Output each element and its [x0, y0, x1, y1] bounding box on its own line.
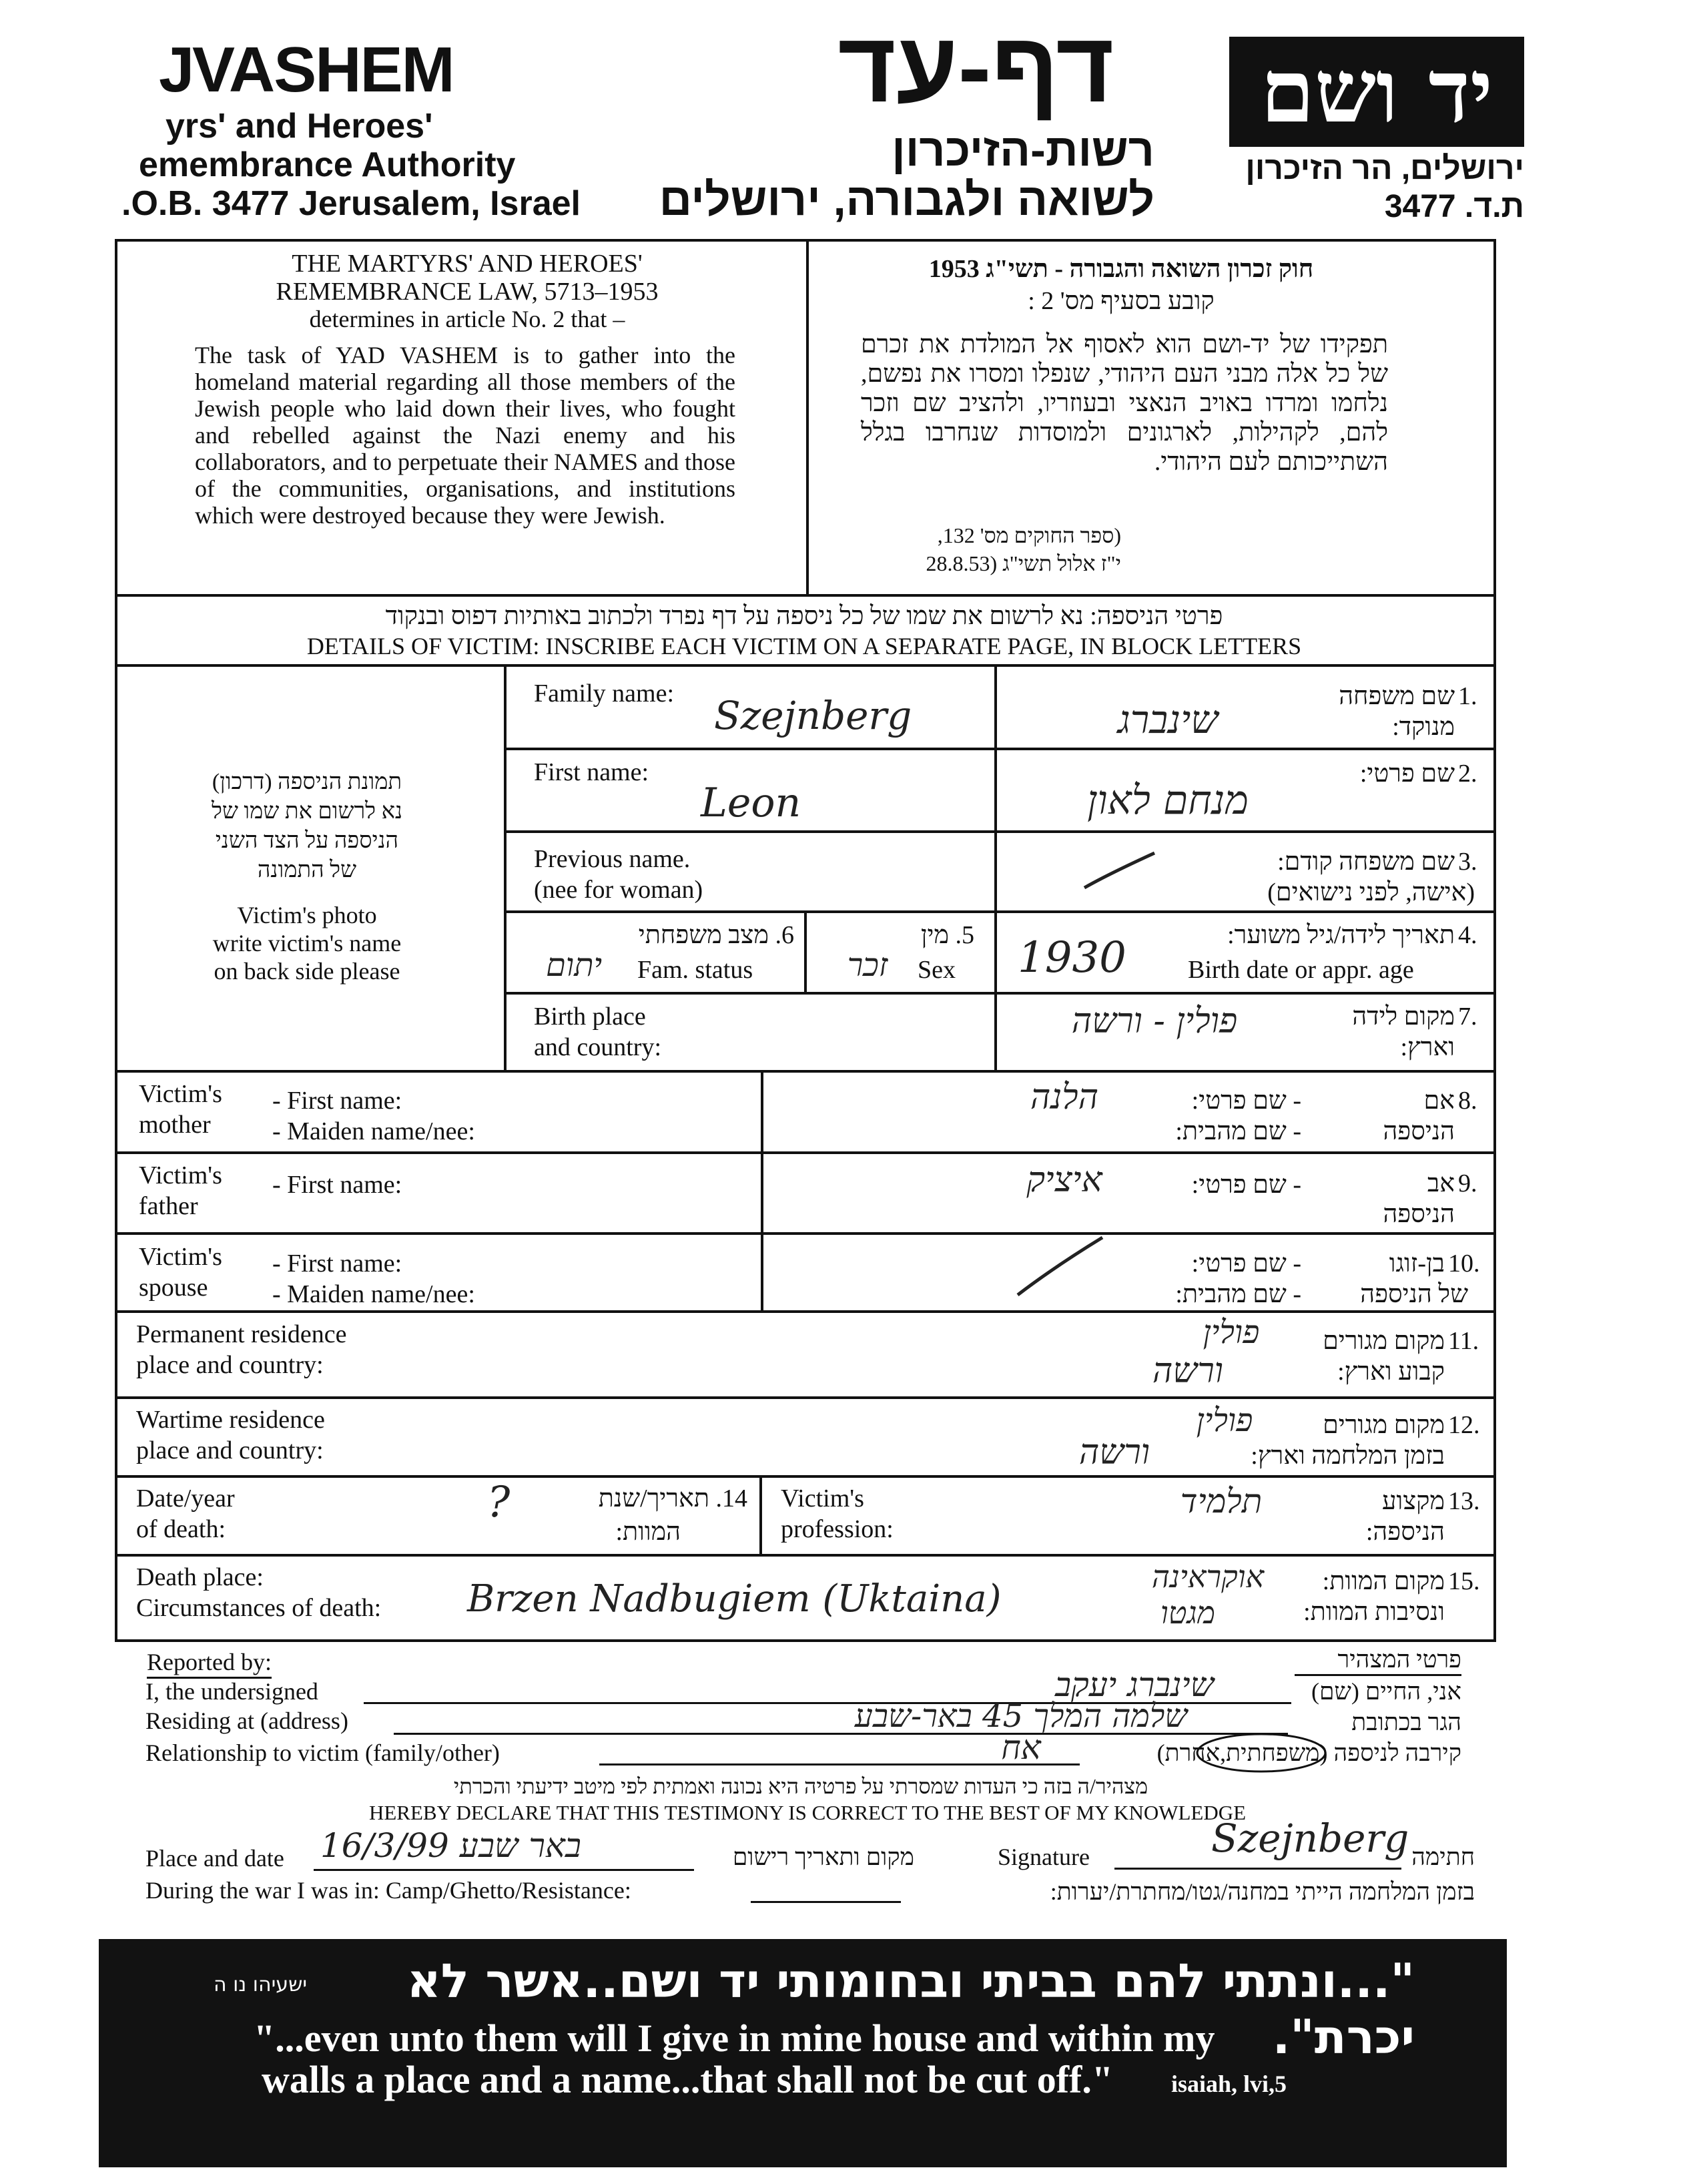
birth-place-value[interactable]: פולין - ורשה	[1071, 1001, 1238, 1041]
perm-he-num: 11.	[1448, 1327, 1479, 1355]
details-en: DETAILS OF VICTIM: INSCRIBE EACH VICTIM ON A SEPARATE PAGE, IN BLOCK LETTERS	[306, 633, 1302, 659]
first-he-label: שם פרטי:	[1359, 760, 1455, 788]
family-name-value-en[interactable]: Szejnberg	[714, 693, 912, 738]
row-line-2	[504, 830, 1496, 833]
father-he-sub-1: - שם פרטי:	[1191, 1171, 1301, 1199]
declare-en: HEREBY DECLARE THAT THIS TESTIMONY IS CORRECT TO THE BEST OF MY KNOWLEDGE	[368, 1801, 1247, 1824]
row-line-11	[115, 1554, 1496, 1557]
signature-he: חתימה	[1411, 1844, 1475, 1870]
war-camp-label: During the war I was in: Camp/Ghetto/Resistance:	[145, 1877, 631, 1904]
perm-he-label-1: מקום מגורים	[1323, 1327, 1445, 1355]
birth-he-num: 4.	[1458, 921, 1477, 949]
place-date-label: Place and date	[145, 1845, 284, 1872]
law-he-body: תפקידו של יד-ושם הוא לאסוף אל המולדת את זכרם של כל אלה מבני העם היהודי, שנפלו ומסרו את נפשם, נלחמו ומרדו באויב הנאצי ובעוזריו, ולהציב שם וזכר להם, לקהילות, לארגונים ולמוסדות שנחרבו בגלל השתייכותם לעם היהודי.	[861, 330, 1388, 476]
fam-status-label: Fam. status	[637, 956, 753, 984]
row-line-7	[115, 1232, 1496, 1235]
mother-value[interactable]: הלנה	[1030, 1077, 1099, 1117]
family-he-num: 1.	[1458, 682, 1477, 710]
death-place-he-label-2: ונסיבות המוות:	[1303, 1598, 1445, 1626]
reporter-name-he: אני, החיים (שם)	[1311, 1678, 1461, 1705]
photo-en-3: on back side please	[214, 958, 400, 985]
perm-residence-value-1[interactable]: פולין	[1203, 1314, 1260, 1351]
place-date-line	[314, 1869, 694, 1871]
mother-he-sub-1: - שם פרטי:	[1191, 1087, 1301, 1115]
fam-sex-divider	[804, 910, 807, 992]
war-he-label-1: מקום מגורים	[1323, 1411, 1445, 1439]
fam-status-value[interactable]: יתום	[545, 946, 603, 984]
parents-divider	[761, 1070, 763, 1310]
photo-divider	[504, 664, 507, 1070]
row-line-4	[504, 992, 1496, 995]
death-prof-divider	[759, 1475, 762, 1554]
logo-en-title: VASHEM	[192, 34, 454, 105]
family-name-label: Family name:	[534, 679, 675, 708]
declare-he: מצהיר/ה בזה כי העדות שמסרתי על פרטיה היא נכונה ואמתית לפי מיטב ידיעתי והכרתי	[453, 1774, 1148, 1798]
photo-he-2: נא לרשום את שמו של	[211, 799, 403, 824]
row-line-10	[115, 1475, 1496, 1478]
signature-line	[1114, 1868, 1401, 1870]
footer-he-ref: ישעיהו נו ה	[213, 1973, 308, 1996]
spouse-label-1: Victim's	[139, 1243, 222, 1271]
profession-he-label-2: הניספה:	[1365, 1518, 1445, 1546]
death-date-he-1: 14. תאריך/שנת	[598, 1484, 747, 1513]
org-address: .O.B. 3477 Jerusalem, Israel	[121, 184, 581, 223]
family-name-value-he[interactable]: שינברג	[1117, 697, 1219, 742]
reporter-title-en: Reported by:	[147, 1647, 272, 1679]
spouse-he-num: 10.	[1448, 1250, 1480, 1278]
death-place-he-num: 15.	[1448, 1567, 1480, 1595]
spouse-he-label-2: של הניספה	[1360, 1280, 1468, 1308]
father-he-label-1: אב	[1427, 1169, 1455, 1197]
family-he-label-1: שם משפחה	[1339, 682, 1455, 710]
death-date-he-2: המוות:	[615, 1518, 681, 1546]
logo-en-partial: J	[159, 34, 195, 105]
reporter-name-label: I, the undersigned	[145, 1678, 318, 1705]
profession-he-label-1: מקצוע	[1382, 1487, 1445, 1515]
mother-label-2: mother	[139, 1111, 211, 1139]
mother-he-sub-2: - שם מהבית:	[1175, 1117, 1301, 1145]
place-date-value[interactable]: 16/3/99 באר שבע	[320, 1826, 582, 1865]
reporter-relation-value[interactable]: אח	[1001, 1728, 1041, 1767]
mother-label-1: Victim's	[139, 1080, 222, 1108]
photo-he-1: תמונת הניספה (דרכון)	[212, 770, 402, 794]
perm-he-label-2: קבוע וארץ:	[1337, 1358, 1445, 1386]
death-date-label-2: of death:	[136, 1515, 226, 1543]
birth-he-label: תאריך לידה/גיל משוער:	[1227, 921, 1455, 949]
form-title: דף-עד	[837, 11, 1114, 123]
death-date-label-1: Date/year	[136, 1484, 235, 1513]
reporter-title-he: פרטי המצהיר	[1295, 1645, 1461, 1676]
perm-residence-label-1: Permanent residence	[136, 1320, 347, 1348]
perm-residence-value-2[interactable]: ורשה	[1152, 1351, 1224, 1391]
previous-he-label-2: (אישה, לפני נישואים)	[1267, 878, 1475, 906]
photo-en-2: write victim's name	[212, 930, 402, 957]
authority-he-1: רשות-הזיכרון	[892, 125, 1154, 176]
first-he-num: 2.	[1458, 760, 1477, 788]
photo-he-4: של התמונה	[257, 858, 357, 882]
previous-name-label-1: Previous name.	[534, 845, 691, 873]
signature-label: Signature	[998, 1844, 1090, 1870]
war-he-num: 12.	[1448, 1411, 1480, 1439]
fields-center-divider	[994, 664, 997, 1070]
address-he-2: ת.ד. 3477	[1384, 189, 1524, 224]
details-he: פרטי הניספה: נא לרשום את שמו של כל ניספה על דף נפרד ולכתוב באותיות דפוס ובנקוד	[385, 602, 1223, 630]
footer-en-line-1: "...even unto them will I give in mine house and within my	[254, 2016, 1215, 2060]
father-label-2: father	[139, 1192, 198, 1220]
father-he-num: 9.	[1458, 1169, 1477, 1197]
war-residence-value-1[interactable]: פולין	[1196, 1402, 1253, 1439]
birth-place-label-2: and country:	[534, 1033, 662, 1061]
sex-value[interactable]: זכר	[847, 946, 888, 984]
fam-status-he: 6. מצב משפחתי	[638, 921, 794, 949]
org-line-1: yrs' and Heroes'	[165, 107, 433, 146]
death-place-he-label-1: מקום המוות:	[1322, 1567, 1445, 1595]
law-en-title-2: REMEMBRANCE LAW, 5713–1953	[276, 278, 659, 306]
father-label-1: Victim's	[139, 1161, 222, 1189]
death-place-value-en[interactable]: Brzen Nadbugiem (Uktaina)	[467, 1577, 1002, 1621]
address-he-1: ירושלים, הר הזיכרון	[1245, 151, 1524, 186]
signature-value[interactable]: Szejnberg	[1211, 1816, 1409, 1861]
sex-he: 5. מין	[920, 921, 974, 949]
footer-en-line-2: walls a place and a name...that shall not be cut off."	[262, 2058, 1114, 2101]
mother-he-num: 8.	[1458, 1087, 1477, 1115]
law-he-title-2: קובע בסעיף מס' 2 :	[1028, 287, 1215, 315]
reporter-address-value[interactable]: שלמה המלך 45 באר-שבע	[854, 1697, 1188, 1735]
family-he-label-2: מנוקד:	[1392, 713, 1455, 741]
place-date-he: מקום ותאריך רישום	[732, 1844, 914, 1870]
birth-place-he-num: 7.	[1458, 1003, 1477, 1031]
previous-name-dash	[1081, 848, 1161, 894]
spouse-he-sub-1: - שם פרטי:	[1191, 1250, 1301, 1278]
profession-he-num: 13.	[1448, 1487, 1480, 1515]
first-name-value-he[interactable]: מנחם לאון	[1087, 777, 1249, 824]
authority-he-2: לשואה ולגבורה, ירושלים	[659, 174, 1154, 225]
law-he-ref-2: י"ז אלול תשי"ג (28.8.53	[926, 551, 1121, 575]
row-line-9	[115, 1396, 1496, 1399]
details-bottom-line	[115, 664, 1496, 667]
spouse-dash	[1014, 1234, 1108, 1300]
profession-value[interactable]: תלמיד	[1180, 1482, 1263, 1521]
spouse-sub-2: - Maiden name/nee:	[272, 1280, 475, 1308]
law-en-title-1: THE MARTYRS' AND HEROES'	[292, 250, 643, 278]
mother-he-label-2: הניספה	[1383, 1117, 1455, 1145]
footer-en-ref: isaiah, lvi,5	[1171, 2071, 1287, 2097]
war-residence-label-1: Wartime residence	[136, 1406, 325, 1434]
war-residence-value-2[interactable]: ורשה	[1078, 1432, 1150, 1472]
spouse-he-label-1: בן-זוגו	[1389, 1250, 1445, 1278]
profession-label-2: profession:	[781, 1515, 894, 1543]
death-place-label-2: Circumstances of death:	[136, 1594, 382, 1622]
sex-label: Sex	[918, 956, 956, 984]
law-en-body: The task of YAD VASHEM is to gather into the homeland material regarding all those members of the Jewish people who laid down their lives, who fought and rebelled against the Nazi enemy and his collaborators, and to perpetuate their NAMES and those of the communities, organisations, and institutions which were destroyed because they were Jewish.	[195, 342, 735, 529]
birth-date-label: Birth date or appr. age	[1188, 956, 1414, 984]
row-line-1	[504, 748, 1496, 750]
law-he-title-1: חוק זכרון השואה והגבורה - תשי"ג 1953	[928, 255, 1314, 283]
photo-he-3: הניספה על הצד השני	[215, 828, 399, 853]
previous-he-num: 3.	[1458, 848, 1477, 876]
birth-date-value[interactable]: 1930	[1018, 933, 1126, 983]
birth-place-he-label-2: וארץ:	[1400, 1033, 1455, 1061]
birth-place-he-label-1: מקום לידה	[1352, 1003, 1455, 1031]
footer-he-quote: "...ונתתי להם בביתי ובחומותי יד ושם..אשר לא יכרת".	[406, 1954, 1415, 2065]
previous-he-label-1: שם משפחה קודם:	[1277, 848, 1455, 876]
reporter-address-label: Residing at (address)	[145, 1707, 348, 1734]
first-name-value-en[interactable]: Leon	[701, 780, 801, 826]
law-divider	[806, 240, 809, 594]
death-place-label-1: Death place:	[136, 1563, 264, 1591]
row-line-8	[115, 1310, 1496, 1313]
death-date-value[interactable]: ?	[487, 1478, 511, 1527]
law-en-sub: determines in article No. 2 that –	[309, 306, 625, 332]
previous-name-label-2: (nee for woman)	[534, 876, 703, 904]
father-he-label-2: הניספה	[1383, 1200, 1455, 1228]
mother-sub-2: - Maiden name/nee:	[272, 1117, 475, 1145]
mother-he-label-1: אם	[1423, 1087, 1455, 1115]
war-he-label-2: בזמן המלחמה וארץ:	[1251, 1442, 1445, 1470]
row-line-5	[115, 1070, 1496, 1073]
father-sub-1: - First name:	[272, 1171, 402, 1199]
death-place-value-he-1[interactable]: אוקראינה	[1151, 1559, 1265, 1595]
law-he-ref-1: (ספר החוקים מס' 132,	[937, 523, 1121, 547]
reporter-name-value[interactable]: שינברג יעקב	[1054, 1665, 1215, 1704]
war-residence-label-2: place and country:	[136, 1436, 324, 1464]
reporter-relation-label: Relationship to victim (family/other)	[145, 1739, 500, 1766]
death-place-value-he-2[interactable]: מגטו	[1160, 1595, 1215, 1631]
war-camp-line	[751, 1901, 901, 1903]
photo-en-1: Victim's photo	[237, 902, 377, 928]
spouse-sub-1: - First name:	[272, 1250, 402, 1278]
mother-sub-1: - First name:	[272, 1087, 402, 1115]
relation-circle-mark	[1195, 1731, 1328, 1774]
spouse-he-sub-2: - שם מהבית:	[1175, 1280, 1301, 1308]
law-bottom-line	[115, 594, 1496, 597]
reporter-relation-he: קירבה לניספה (משפחתית,אחרת)	[1156, 1739, 1461, 1766]
first-name-label: First name:	[534, 758, 649, 786]
father-value[interactable]: איציק	[1026, 1160, 1102, 1200]
perm-residence-label-2: place and country:	[136, 1351, 324, 1379]
row-line-6	[115, 1151, 1496, 1154]
row-line-3	[504, 910, 1496, 913]
logo-he: יד ושם	[1260, 40, 1493, 142]
profession-label-1: Victim's	[781, 1484, 864, 1513]
reporter-address-he: הגר בכתובת	[1351, 1709, 1461, 1735]
war-camp-he: בזמן המלחמה הייתי במחנה/גטו/מחתרת/יערות:	[1050, 1878, 1475, 1905]
org-line-2: emembrance Authority	[139, 146, 516, 184]
birth-place-label-1: Birth place	[534, 1003, 646, 1031]
spouse-label-2: spouse	[139, 1274, 208, 1302]
